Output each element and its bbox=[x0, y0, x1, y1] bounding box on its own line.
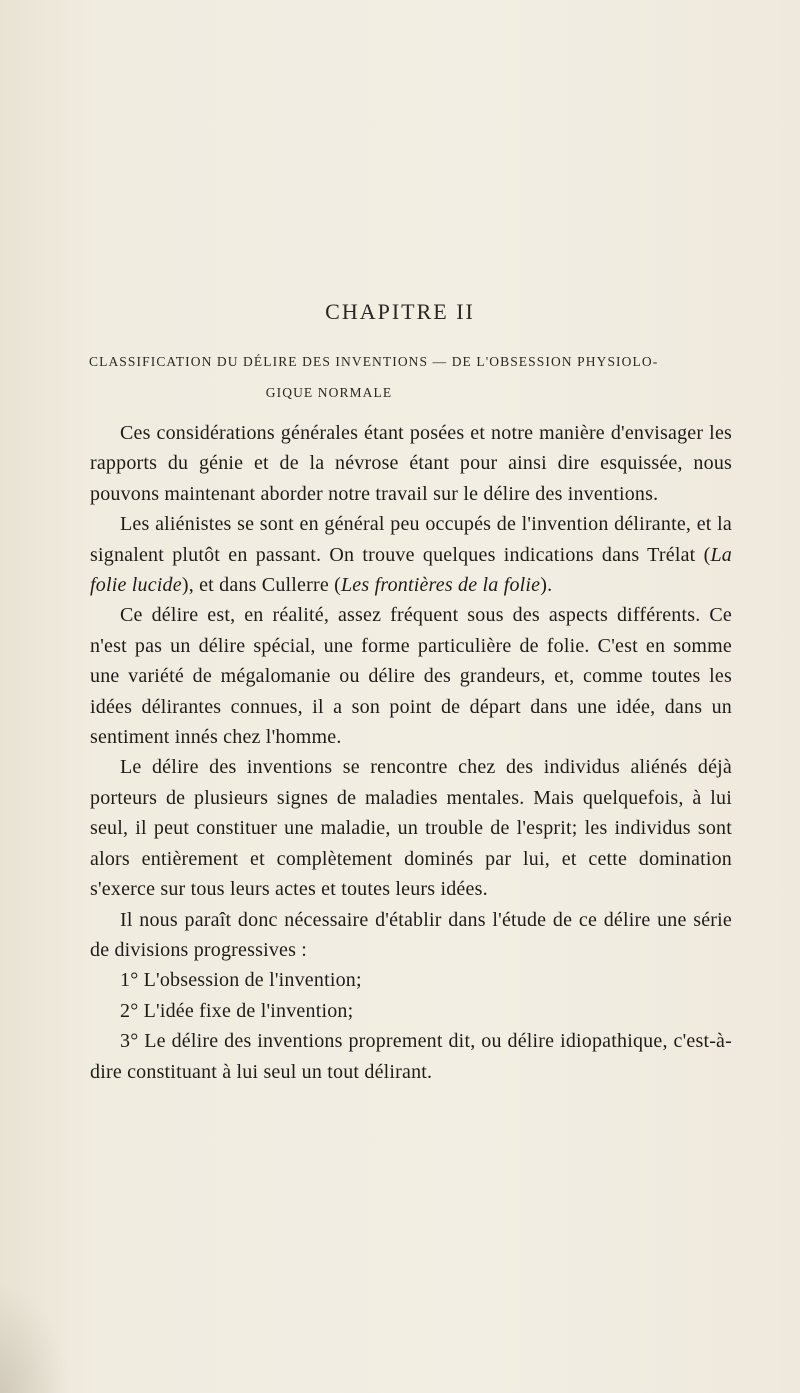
paragraph-2 bbox=[90, 509, 732, 600]
subtitle-line-1: CLASSIFICATION DU DÉLIRE DES INVENTIONS — DE L'OBSESSION PHYSIOLO- bbox=[89, 354, 659, 369]
paragraph-3: Ce délire est, en réalité, assez fréquent sous des aspects différents. Ce n'est pas un délire spécial, une forme particulière de folie. C'est en somme une variété de mégalomanie ou délire des grandeurs, et, comme toutes les idées délirantes connues, il a son point de départ dans une idée, dans un sentiment innés chez l'homme. bbox=[90, 604, 732, 749]
paragraph-2-text-c: ). bbox=[540, 574, 553, 597]
paper-stain bbox=[0, 1283, 70, 1393]
list-item-3: 3° Le délire des inventions proprement dit, ou délire idiopathique, c'est-à-dire constituant à lui seul un tout délirant. bbox=[90, 1030, 732, 1083]
subtitle-line-2: GIQUE NORMALE bbox=[265, 385, 393, 400]
paragraph-2-text-b: ), et dans Cullerre ( bbox=[181, 574, 341, 597]
citation-trelat: La folie lucide bbox=[90, 543, 732, 597]
citation-cullerre: Les frontières de la folie bbox=[340, 574, 541, 597]
body-text bbox=[90, 418, 732, 1087]
chapter-title: CHAPITRE II bbox=[325, 299, 475, 324]
list-item-2: 2° L'idée fixe de l'invention; bbox=[120, 999, 354, 1022]
paragraph-1: Ces considérations générales étant posées et notre manière d'envisager les rapports du génie et de la névrose étant pour ainsi dire esquissée, nous pouvons maintenant aborder notre travail sur le délire des inventions. bbox=[90, 422, 732, 505]
paragraph-4: Le délire des inventions se rencontre chez des individus aliénés déjà porteurs de plusieurs signes de maladies mentales. Mais quelquefois, à lui seul, il peut constituer une maladie, un trouble de l'esprit; les individus sont alors entièrement et complètement dominés par lui, et cette domination s'exerce sur tous leurs actes et toutes leurs idées. bbox=[90, 756, 732, 901]
paragraph-5: Il nous paraît donc nécessaire d'établir dans l'étude de ce délire une série de divisions progressives : bbox=[90, 908, 732, 961]
paragraph-2-text-a: Les aliénistes se sont en général peu occupés de l'invention délirante, et la signalent plutôt en passant. On trouve quelques indications dans Trélat ( bbox=[90, 513, 732, 566]
chapter-subtitle bbox=[89, 346, 729, 408]
list-item-1: 1° L'obsession de l'invention; bbox=[120, 969, 362, 992]
